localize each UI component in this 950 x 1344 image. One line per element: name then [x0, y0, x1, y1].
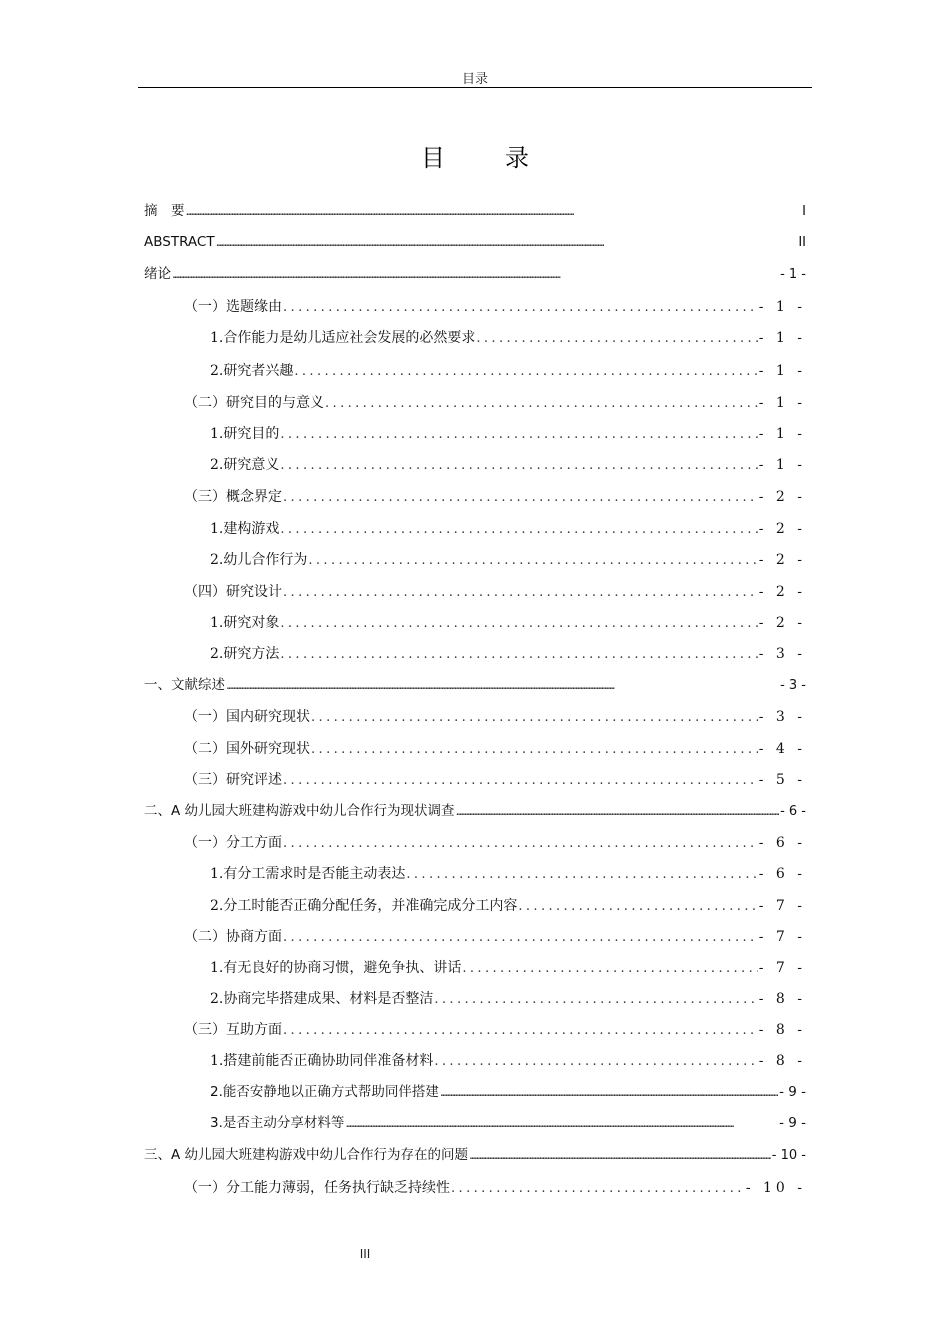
- toc-entry[interactable]: [184, 704, 806, 730]
- toc-entry-label: （三）研究评述: [184, 772, 282, 788]
- toc-dot-leader: [434, 987, 757, 1013]
- toc-entry-page-number: - 2 -: [758, 615, 806, 631]
- toc-dot-leader: [216, 229, 798, 255]
- toc-entry[interactable]: [210, 421, 806, 447]
- toc-entry[interactable]: [184, 736, 806, 762]
- toc-entry-page-number: - 2 -: [758, 521, 806, 537]
- page-title: 目 录: [421, 144, 547, 172]
- toc-dot-leader: [186, 198, 802, 224]
- toc-entry[interactable]: [184, 579, 806, 605]
- toc-entry[interactable]: [184, 1175, 806, 1201]
- toc-entry-label: 2.分工时能否正确分配任务，并准确完成分工内容: [210, 898, 518, 914]
- toc-entry-page-number: - 8 -: [758, 1053, 806, 1069]
- toc-entry-page-number: - 1 -: [758, 299, 806, 315]
- toc-dot-leader: [325, 391, 758, 417]
- toc-entry[interactable]: [210, 955, 806, 981]
- toc-entry-label: 摘 要: [144, 203, 185, 219]
- toc-entry-label: 绪论: [144, 266, 171, 282]
- toc-dot-leader: [469, 1142, 771, 1168]
- toc-entry[interactable]: [184, 390, 806, 416]
- toc-entry[interactable]: [210, 1079, 806, 1105]
- toc-entry-label: 1.建构游戏: [210, 521, 280, 537]
- toc-entry-page-number: - 6 -: [758, 866, 806, 882]
- toc-entry-page-number: - 1 -: [758, 426, 806, 442]
- toc-entry[interactable]: [184, 484, 806, 510]
- toc-entry[interactable]: [210, 986, 806, 1012]
- toc-entry-label: 2.幼儿合作行为: [210, 552, 308, 568]
- toc-entry-page-number: - 9 -: [779, 1115, 806, 1131]
- toc-entry-label: （一）分工方面: [184, 835, 282, 851]
- toc-entry-page-number: - 3 -: [758, 709, 806, 725]
- toc-dot-leader: [462, 956, 757, 982]
- toc-entry[interactable]: [210, 641, 806, 667]
- toc-entry-label: （四）研究设计: [184, 584, 282, 600]
- toc-entry-label: ABSTRACT: [144, 234, 215, 250]
- toc-entry-label: （一）选题缘由: [184, 299, 282, 315]
- toc-dot-leader: [283, 485, 758, 511]
- toc-dot-leader: [451, 1176, 745, 1202]
- toc-entry-label: 一、文献综述: [144, 677, 225, 693]
- toc-dot-leader: [280, 517, 757, 543]
- toc-dot-leader: [434, 1049, 757, 1075]
- toc-entry-page-number: - 1 -: [780, 267, 806, 282]
- toc-entry-label: 3.是否主动分享材料等: [210, 1115, 345, 1131]
- toc-dot-leader: [283, 768, 758, 794]
- toc-entry-label: 二、A 幼儿园大班建构游戏中幼儿合作行为现状调查: [144, 803, 455, 819]
- toc-entry-page-number: - 1 -: [758, 457, 806, 473]
- running-header: 目录: [461, 72, 488, 87]
- toc-entry-label: 1.合作能力是幼儿适应社会发展的必然要求: [210, 330, 476, 346]
- toc-entry-label: （一）国内研究现状: [184, 709, 310, 725]
- toc-dot-leader: [311, 705, 758, 731]
- toc-entry-label: （三）互助方面: [184, 1022, 282, 1038]
- toc-dot-leader: [406, 862, 757, 888]
- toc-entry[interactable]: [144, 1142, 806, 1168]
- toc-entry[interactable]: [210, 1048, 806, 1074]
- toc-entry-page-number: - 8 -: [758, 991, 806, 1007]
- toc-dot-leader: [283, 580, 758, 606]
- toc-entry-label: 2.能否安静地以正确方式帮助同伴搭建: [210, 1084, 439, 1100]
- toc-entry[interactable]: [184, 767, 806, 793]
- toc-dot-leader: [440, 1079, 778, 1105]
- toc-entry-label: 2.研究者兴趣: [210, 363, 294, 379]
- toc-dot-leader: [476, 326, 757, 352]
- toc-entry-page-number: - 2 -: [758, 552, 806, 568]
- toc-entry-page-number: - 3 -: [758, 646, 806, 662]
- toc-entry-page-number: - 1 -: [758, 363, 806, 379]
- toc-entry-page-number: - 6 -: [758, 835, 806, 851]
- toc-dot-leader: [280, 422, 757, 448]
- toc-entry-page-number: I: [802, 204, 806, 219]
- toc-entry[interactable]: [210, 1110, 806, 1136]
- toc-entry-label: （一）分工能力薄弱，任务执行缺乏持续性: [184, 1180, 450, 1196]
- toc-entry-label: 1.有分工需求时是否能主动表达: [210, 866, 406, 882]
- toc-dot-leader: [294, 359, 757, 385]
- toc-entry[interactable]: [210, 893, 806, 919]
- toc-entry-page-number: - 7 -: [758, 960, 806, 976]
- toc-dot-leader: [280, 642, 757, 668]
- toc-entry-label: 1.研究目的: [210, 426, 280, 442]
- toc-entry-page-number: - 1 -: [758, 395, 806, 411]
- toc-entry[interactable]: [210, 547, 806, 573]
- toc-entry-page-number: - 10 -: [745, 1180, 806, 1196]
- toc-entry-page-number: - 5 -: [758, 772, 806, 788]
- toc-entry-page-number: - 7 -: [758, 898, 806, 914]
- toc-entry-page-number: - 1 -: [758, 330, 806, 346]
- toc-dot-leader: [280, 453, 757, 479]
- toc-entry-label: 1.研究对象: [210, 615, 280, 631]
- toc-entry-page-number: - 2 -: [758, 489, 806, 505]
- toc-entry[interactable]: [144, 261, 806, 287]
- toc-entry-page-number: - 10 -: [771, 1148, 806, 1163]
- header-rule: [138, 87, 812, 88]
- toc-dot-leader: [456, 798, 780, 824]
- toc-entry-page-number: - 7 -: [758, 929, 806, 945]
- toc-entry-page-number: - 8 -: [758, 1022, 806, 1038]
- toc-entry-label: （二）协商方面: [184, 929, 282, 945]
- toc-entry[interactable]: [144, 798, 806, 824]
- toc-entry[interactable]: [210, 452, 806, 478]
- toc-entry[interactable]: [184, 924, 806, 950]
- toc-entry-page-number: - 9 -: [779, 1084, 806, 1100]
- toc-entry[interactable]: [210, 610, 806, 636]
- toc-entry[interactable]: [184, 830, 806, 856]
- toc-dot-leader: [226, 672, 779, 698]
- toc-entry-page-number: - 3 -: [780, 678, 806, 693]
- toc-entry-page-number: - 6 -: [780, 804, 806, 819]
- toc-entry-page-number: - 4 -: [758, 741, 806, 757]
- toc-entry[interactable]: [144, 198, 806, 224]
- toc-dot-leader: [172, 261, 779, 287]
- toc-dot-leader: [280, 611, 757, 637]
- toc-dot-leader: [283, 831, 758, 857]
- toc-entry[interactable]: [144, 229, 806, 255]
- toc-entry-label: （二）研究目的与意义: [184, 395, 324, 411]
- toc-entry[interactable]: [144, 672, 806, 698]
- toc-entry-page-number: II: [798, 235, 806, 250]
- toc-dot-leader: [283, 295, 758, 321]
- footer-page-number: III: [359, 1247, 371, 1261]
- toc-entry[interactable]: [210, 516, 806, 542]
- toc-dot-leader: [308, 548, 757, 574]
- toc-entry[interactable]: [210, 325, 806, 351]
- toc-dot-leader: [345, 1110, 778, 1136]
- toc-dot-leader: [311, 737, 758, 763]
- toc-dot-leader: [283, 925, 758, 951]
- toc-entry[interactable]: [210, 861, 806, 887]
- toc-entry-label: 1.有无良好的协商习惯，避免争执、讲话: [210, 960, 462, 976]
- toc-entry-page-number: - 2 -: [758, 584, 806, 600]
- toc-entry-label: 1.搭建前能否正确协助同伴准备材料: [210, 1053, 434, 1069]
- toc-entry[interactable]: [210, 358, 806, 384]
- toc-dot-leader: [283, 1018, 758, 1044]
- toc-entry-label: 2.协商完毕搭建成果、材料是否整洁: [210, 991, 434, 1007]
- toc-dot-leader: [518, 894, 757, 920]
- toc-entry[interactable]: [184, 1017, 806, 1043]
- toc-entry-label: 三、A 幼儿园大班建构游戏中幼儿合作行为存在的问题: [144, 1147, 469, 1163]
- toc-entry-label: （二）国外研究现状: [184, 741, 310, 757]
- toc-entry-label: 2.研究意义: [210, 457, 280, 473]
- toc-entry[interactable]: [184, 294, 806, 320]
- toc-entry-label: （三）概念界定: [184, 489, 282, 505]
- toc-entry-label: 2.研究方法: [210, 646, 280, 662]
